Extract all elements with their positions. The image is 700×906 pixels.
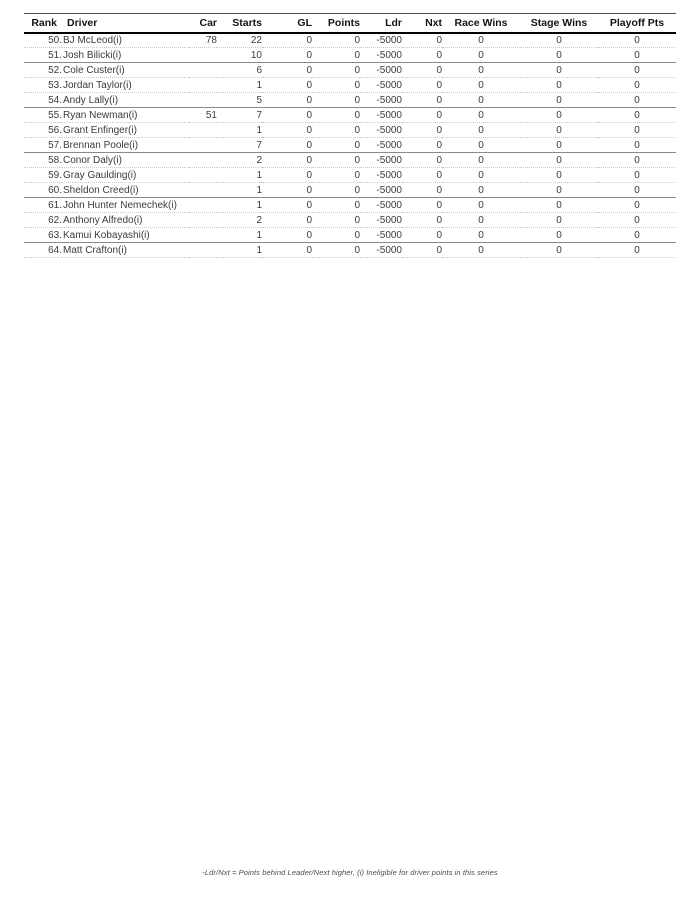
- cell-car: [189, 243, 217, 258]
- cell-gl: 0: [262, 168, 312, 183]
- cell-stage_wins: 0: [520, 48, 598, 63]
- cell-race_wins: 0: [478, 34, 484, 46]
- cell-gl: 0: [262, 93, 312, 108]
- cell-car: [189, 138, 217, 153]
- cell-driver: Kamui Kobayashi(i): [62, 228, 189, 243]
- cell-race_wins: 0: [442, 63, 520, 78]
- cell-gl: 0: [262, 228, 312, 243]
- cell-race_wins: 0: [442, 168, 520, 183]
- cell-stage_wins: 0: [520, 228, 598, 243]
- table-row: [24, 48, 676, 63]
- cell-playoff_pts: 0: [598, 183, 676, 198]
- cell-driver: Andy Lally(i): [62, 93, 189, 108]
- cell-nxt: 0: [402, 123, 442, 138]
- cell-starts: 7: [217, 138, 262, 153]
- cell-rank: 63.: [24, 228, 62, 243]
- table-row: [24, 243, 676, 258]
- cell-race_wins: 0: [442, 213, 520, 228]
- cell-stage_wins: 0: [520, 153, 598, 168]
- cell-car: [189, 78, 217, 93]
- header-cell-ldr: Ldr: [360, 14, 402, 33]
- cell-stage_wins: 0: [520, 243, 598, 258]
- table-row: [24, 228, 676, 243]
- cell-starts: 1: [217, 228, 262, 243]
- cell-ldr: -5000: [360, 213, 402, 228]
- cell-playoff_pts: 0: [598, 243, 676, 258]
- cell-starts: 2: [217, 213, 262, 228]
- cell-gl: 0: [262, 123, 312, 138]
- cell-points: 0: [312, 213, 360, 228]
- table-row: [24, 33, 676, 48]
- cell-starts: 10: [217, 48, 262, 63]
- cell-stage_wins: 0: [520, 108, 598, 123]
- cell-race_wins: 0: [442, 243, 520, 258]
- cell-ldr: -5000: [360, 183, 402, 198]
- table-row: [24, 138, 676, 153]
- cell-gl: 0: [262, 213, 312, 228]
- cell-starts: 1: [217, 168, 262, 183]
- cell-ldr: -5000: [360, 168, 402, 183]
- cell-gl: 0: [262, 108, 312, 123]
- cell-race_wins: 0: [442, 93, 520, 108]
- cell-race_wins: 0: [442, 153, 520, 168]
- cell-playoff_pts: 0: [634, 34, 640, 46]
- cell-starts: 5: [217, 93, 262, 108]
- cell-points: 0: [312, 138, 360, 153]
- cell-race_wins: 0: [442, 228, 520, 243]
- cell-rank: 58.: [24, 153, 62, 168]
- cell-gl: 0: [262, 153, 312, 168]
- table-row: [24, 63, 676, 78]
- cell-driver: Ryan Newman(i): [62, 108, 189, 123]
- cell-playoff_pts: 0: [598, 93, 676, 108]
- cell-playoff_pts: 0: [598, 78, 676, 93]
- cell-playoff_pts: 0: [598, 123, 676, 138]
- cell-nxt: 0: [402, 168, 442, 183]
- table-row: [24, 123, 676, 138]
- cell-car: [189, 183, 217, 198]
- cell-rank: 55.: [24, 108, 62, 123]
- cell-points: 0: [312, 243, 360, 258]
- table-row: [24, 198, 676, 213]
- cell-points: 0: [312, 108, 360, 123]
- cell-stage_wins: 0: [520, 138, 598, 153]
- cell-playoff_pts: 0: [598, 168, 676, 183]
- cell-points: 0: [312, 93, 360, 108]
- cell-car: [189, 198, 217, 213]
- cell-points: 0: [312, 183, 360, 198]
- cell-stage_wins: 0: [520, 93, 598, 108]
- cell-playoff_pts: 0: [598, 63, 676, 78]
- cell-playoff_pts: 0: [598, 108, 676, 123]
- cell-rank: 60.: [24, 183, 62, 198]
- cell-playoff_pts: 0: [598, 213, 676, 228]
- cell-car: [189, 228, 217, 243]
- cell-race_wins: 0: [442, 48, 520, 63]
- header-cell-race_wins: Race Wins: [442, 14, 520, 33]
- cell-stage_wins: 0: [520, 183, 598, 198]
- cell-nxt: 0: [402, 108, 442, 123]
- cell-playoff_pts: 0: [598, 48, 676, 63]
- cell-nxt: 0: [436, 34, 442, 46]
- cell-nxt: 0: [402, 153, 442, 168]
- cell-stage_wins: 0: [520, 198, 598, 213]
- cell-points: 0: [312, 48, 360, 63]
- cell-points: 0: [312, 123, 360, 138]
- cell-stage_wins: 0: [520, 78, 598, 93]
- cell-rank: 51.: [24, 48, 62, 63]
- cell-rank: 54.: [24, 93, 62, 108]
- header-cell-points: Points: [312, 14, 360, 33]
- cell-gl: 0: [262, 63, 312, 78]
- cell-driver: Brennan Poole(i): [62, 138, 189, 153]
- cell-stage_wins: 0: [520, 213, 598, 228]
- cell-car: [189, 168, 217, 183]
- cell-race_wins: 0: [442, 183, 520, 198]
- cell-ldr: -5000: [360, 108, 402, 123]
- cell-gl: 0: [306, 34, 312, 46]
- cell-starts: 6: [217, 63, 262, 78]
- table-body: [24, 33, 676, 258]
- cell-rank: 53.: [24, 78, 62, 93]
- cell-race_wins: 0: [442, 78, 520, 93]
- cell-race_wins: 0: [442, 138, 520, 153]
- cell-ldr: -5000: [360, 228, 402, 243]
- cell-gl: 0: [262, 243, 312, 258]
- cell-ldr: -5000: [360, 93, 402, 108]
- cell-car: [189, 93, 217, 108]
- cell-ldr: -5000: [360, 78, 402, 93]
- cell-starts: 1: [217, 123, 262, 138]
- table-row: [24, 168, 676, 183]
- cell-rank: 61.: [24, 198, 62, 213]
- table-row: [24, 93, 676, 108]
- cell-points: 0: [312, 78, 360, 93]
- cell-gl: 0: [262, 78, 312, 93]
- cell-ldr: -5000: [360, 138, 402, 153]
- cell-ldr: -5000: [376, 34, 402, 46]
- cell-stage_wins: 0: [520, 63, 598, 78]
- cell-ldr: -5000: [360, 123, 402, 138]
- cell-race_wins: 0: [442, 123, 520, 138]
- table-row: [24, 213, 676, 228]
- table-row: [24, 78, 676, 93]
- cell-playoff_pts: 0: [598, 228, 676, 243]
- cell-driver: Matt Crafton(i): [62, 243, 189, 258]
- cell-points: 0: [354, 34, 360, 46]
- header-row: [24, 14, 676, 33]
- cell-nxt: 0: [402, 183, 442, 198]
- cell-rank: 62.: [24, 213, 62, 228]
- cell-gl: 0: [262, 183, 312, 198]
- cell-car: 51: [189, 108, 217, 123]
- cell-driver: Gray Gaulding(i): [62, 168, 189, 183]
- cell-nxt: 0: [402, 228, 442, 243]
- cell-starts: 2: [217, 153, 262, 168]
- cell-gl: 0: [262, 48, 312, 63]
- cell-nxt: 0: [402, 48, 442, 63]
- cell-rank: 59.: [24, 168, 62, 183]
- cell-driver: Josh Bilicki(i): [62, 48, 189, 63]
- cell-points: 0: [312, 63, 360, 78]
- cell-rank: 52.: [24, 63, 62, 78]
- cell-driver: BJ McLeod(i): [63, 34, 122, 46]
- header-cell-starts: Starts: [217, 14, 262, 33]
- table-row: [24, 183, 676, 198]
- cell-driver: Jordan Taylor(i): [62, 78, 189, 93]
- cell-car: [189, 123, 217, 138]
- cell-playoff_pts: 0: [598, 153, 676, 168]
- header-cell-rank: Rank: [24, 14, 62, 33]
- cell-ldr: -5000: [360, 243, 402, 258]
- standings-table: [24, 13, 676, 258]
- cell-starts: 1: [217, 78, 262, 93]
- cell-nxt: 0: [402, 138, 442, 153]
- cell-starts: 1: [217, 183, 262, 198]
- cell-car: [189, 48, 217, 63]
- footnote: -Ldr/Nxt = Points behind Leader/Next higher, (i) Ineligible for driver points in this series: [202, 868, 498, 877]
- table-row: [24, 153, 676, 168]
- cell-ldr: -5000: [360, 48, 402, 63]
- cell-rank: 50.: [48, 34, 62, 46]
- header-cell-nxt: Nxt: [402, 14, 442, 33]
- cell-driver: Cole Custer(i): [62, 63, 189, 78]
- cell-ldr: -5000: [360, 153, 402, 168]
- cell-ldr: -5000: [360, 198, 402, 213]
- cell-ldr: -5000: [360, 63, 402, 78]
- cell-driver: John Hunter Nemechek(i): [62, 198, 189, 213]
- cell-starts: 22: [250, 34, 262, 46]
- header-cell-car: Car: [189, 14, 217, 33]
- cell-rank: 64.: [24, 243, 62, 258]
- cell-stage_wins: 0: [520, 168, 598, 183]
- cell-nxt: 0: [402, 243, 442, 258]
- cell-car: [189, 153, 217, 168]
- cell-driver: Grant Enfinger(i): [62, 123, 189, 138]
- cell-starts: 1: [217, 243, 262, 258]
- cell-stage_wins: 0: [556, 34, 562, 46]
- cell-nxt: 0: [402, 213, 442, 228]
- cell-points: 0: [312, 228, 360, 243]
- cell-points: 0: [312, 168, 360, 183]
- cell-car: [189, 213, 217, 228]
- cell-race_wins: 0: [442, 198, 520, 213]
- cell-driver: Conor Daly(i): [62, 153, 189, 168]
- cell-points: 0: [312, 198, 360, 213]
- cell-car: [189, 63, 217, 78]
- cell-driver: Anthony Alfredo(i): [62, 213, 189, 228]
- table-row: [24, 108, 676, 123]
- cell-gl: 0: [262, 198, 312, 213]
- cell-starts: 1: [217, 198, 262, 213]
- cell-rank: 57.: [24, 138, 62, 153]
- cell-driver: Sheldon Creed(i): [62, 183, 189, 198]
- cell-playoff_pts: 0: [598, 138, 676, 153]
- header-cell-playoff_pts: Playoff Pts: [598, 14, 676, 33]
- header-cell-gl: GL: [262, 14, 312, 33]
- cell-nxt: 0: [402, 198, 442, 213]
- cell-rank: 56.: [24, 123, 62, 138]
- header-cell-stage_wins: Stage Wins: [520, 14, 598, 33]
- cell-nxt: 0: [402, 63, 442, 78]
- cell-nxt: 0: [402, 93, 442, 108]
- cell-car: 78: [205, 34, 217, 46]
- cell-playoff_pts: 0: [598, 198, 676, 213]
- cell-gl: 0: [262, 138, 312, 153]
- cell-starts: 7: [217, 108, 262, 123]
- cell-nxt: 0: [402, 78, 442, 93]
- cell-race_wins: 0: [442, 108, 520, 123]
- cell-stage_wins: 0: [520, 123, 598, 138]
- cell-points: 0: [312, 153, 360, 168]
- header-cell-driver: Driver: [62, 14, 189, 33]
